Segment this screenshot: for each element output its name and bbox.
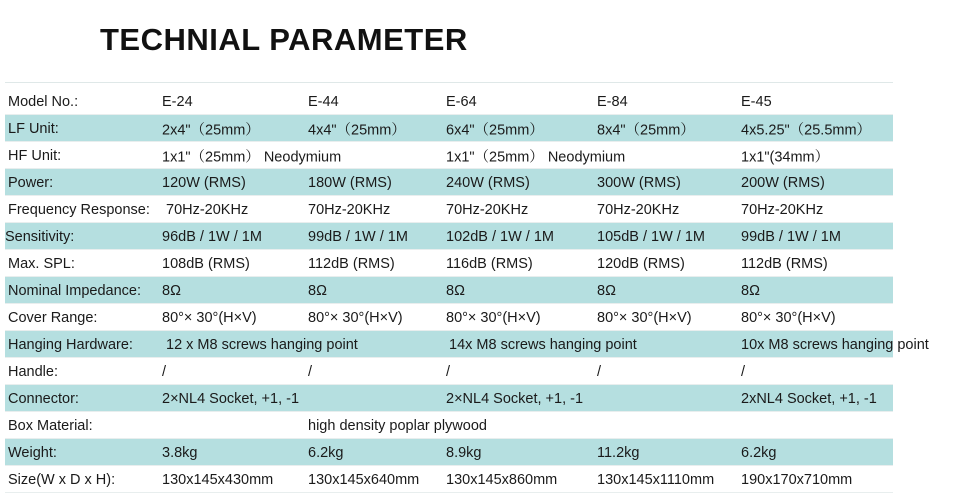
top-divider xyxy=(5,82,893,83)
row-label: Box Material: xyxy=(8,417,93,434)
table-row-max-spl xyxy=(5,250,893,277)
table-cell: 130x145x430mm xyxy=(162,471,274,488)
table-cell: 80°× 30°(H×V) xyxy=(162,309,257,326)
table-cell: E-84 xyxy=(597,93,628,110)
table-row-size xyxy=(5,466,893,493)
table-cell: 102dB / 1W / 1M xyxy=(446,228,554,245)
table-cell: E-44 xyxy=(308,93,339,110)
table-cell: 105dB / 1W / 1M xyxy=(597,228,705,245)
table-cell: 130x145x640mm xyxy=(308,471,420,488)
table-cell: 2×NL4 Socket, +1, -1 xyxy=(162,390,300,407)
row-label: Frequency Response: xyxy=(8,201,150,218)
table-cell: 96dB / 1W / 1M xyxy=(162,228,262,245)
table-cell: 8Ω xyxy=(308,282,327,299)
table-cell: 2xNL4 Socket, +1, -1 xyxy=(741,390,877,407)
table-cell: 112dB (RMS) xyxy=(308,255,395,272)
table-row-handle xyxy=(5,358,893,385)
row-label: Max. SPL: xyxy=(8,255,75,272)
table-cell: 2×NL4 Socket, +1, -1 xyxy=(446,390,584,407)
table-cell: 8Ω xyxy=(597,282,616,299)
table-cell: 8Ω xyxy=(446,282,465,299)
table-cell: 1x1"(34mm） xyxy=(741,149,830,166)
row-label: Model No.: xyxy=(8,93,79,110)
row-label: Power: xyxy=(8,174,54,191)
table-cell: 4x5.25"（25.5mm） xyxy=(741,122,872,139)
table-cell: high density poplar plywood xyxy=(308,417,487,434)
row-label: LF Unit: xyxy=(8,120,59,137)
row-label: Sensitivity: xyxy=(5,228,75,245)
parameter-table xyxy=(5,88,929,493)
table-cell: 108dB (RMS) xyxy=(162,255,250,272)
table-cell: 180W (RMS) xyxy=(308,174,392,191)
table-cell: / xyxy=(308,363,313,380)
table-cell: 112dB (RMS) xyxy=(741,255,828,272)
table-row-lf-unit xyxy=(5,115,893,142)
table-cell: 130x145x1110mm xyxy=(597,471,715,488)
table-cell: 70Hz-20KHz xyxy=(166,201,249,218)
row-label: Handle: xyxy=(8,363,58,380)
table-cell: E-24 xyxy=(162,93,193,110)
table-cell: 8Ω xyxy=(162,282,181,299)
table-cell: / xyxy=(597,363,602,380)
table-cell: 1x1"（25mm） Neodymium xyxy=(446,149,626,166)
table-cell: 6.2kg xyxy=(308,444,344,461)
table-cell: 120dB (RMS) xyxy=(597,255,685,272)
page-title: TECHNIAL PARAMETER xyxy=(100,22,468,57)
table-cell: 80°× 30°(H×V) xyxy=(446,309,541,326)
row-label: Size(W x D x H): xyxy=(8,471,116,488)
table-row-hf-unit xyxy=(5,142,893,169)
table-row-hanging-hardware xyxy=(5,331,929,358)
table-cell: 70Hz-20KHz xyxy=(446,201,529,218)
table-row-nominal-impedance xyxy=(5,277,893,304)
table-cell: 8Ω xyxy=(741,282,760,299)
table-cell: 4x4"（25mm） xyxy=(308,122,406,139)
table-cell: 190x170x710mm xyxy=(741,471,853,488)
table-cell: E-45 xyxy=(741,93,772,110)
table-cell: 240W (RMS) xyxy=(446,174,530,191)
table-cell: 6.2kg xyxy=(741,444,777,461)
table-cell: 80°× 30°(H×V) xyxy=(741,309,836,326)
table-cell: / xyxy=(446,363,451,380)
table-cell: 10x M8 screws hanging point xyxy=(741,336,929,353)
row-label: Connector: xyxy=(8,390,79,407)
table-cell: 300W (RMS) xyxy=(597,174,681,191)
table-cell: 3.8kg xyxy=(162,444,198,461)
row-label: HF Unit: xyxy=(8,147,62,164)
table-row-sensitivity xyxy=(5,223,893,250)
table-cell: 80°× 30°(H×V) xyxy=(597,309,692,326)
row-label: Nominal Impedance: xyxy=(8,282,141,299)
table-cell: 8.9kg xyxy=(446,444,482,461)
table-cell: 70Hz-20KHz xyxy=(308,201,391,218)
table-row-model xyxy=(5,88,893,115)
table-cell: 70Hz-20KHz xyxy=(597,201,680,218)
table-cell: 70Hz-20KHz xyxy=(741,201,824,218)
table-cell: 99dB / 1W / 1M xyxy=(308,228,408,245)
table-row-weight xyxy=(5,439,893,466)
table-cell: 12 x M8 screws hanging point xyxy=(166,336,358,353)
table-cell: / xyxy=(741,363,746,380)
table-cell: E-64 xyxy=(446,93,477,110)
table-cell: 1x1"（25mm） Neodymium xyxy=(162,149,342,166)
table-cell: 6x4"（25mm） xyxy=(446,122,544,139)
table-row-cover-range xyxy=(5,304,893,331)
table-row-connector xyxy=(5,385,893,412)
table-cell: 120W (RMS) xyxy=(162,174,246,191)
table-cell: 99dB / 1W / 1M xyxy=(741,228,841,245)
row-label: Hanging Hardware: xyxy=(8,336,133,353)
table-cell: 2x4"（25mm） xyxy=(162,122,260,139)
table-cell: 8x4"（25mm） xyxy=(597,122,695,139)
row-label: Cover Range: xyxy=(8,309,98,326)
table-cell: / xyxy=(162,363,167,380)
table-cell: 116dB (RMS) xyxy=(446,255,533,272)
table-cell: 130x145x860mm xyxy=(446,471,558,488)
row-label: Weight: xyxy=(8,444,57,461)
table-row-box-material xyxy=(5,412,893,439)
table-cell: 200W (RMS) xyxy=(741,174,825,191)
table-cell: 14x M8 screws hanging point xyxy=(449,336,637,353)
table-cell: 11.2kg xyxy=(597,444,640,461)
table-row-power xyxy=(5,169,893,196)
table-cell: 80°× 30°(H×V) xyxy=(308,309,403,326)
table-row-frequency-response xyxy=(5,196,893,223)
